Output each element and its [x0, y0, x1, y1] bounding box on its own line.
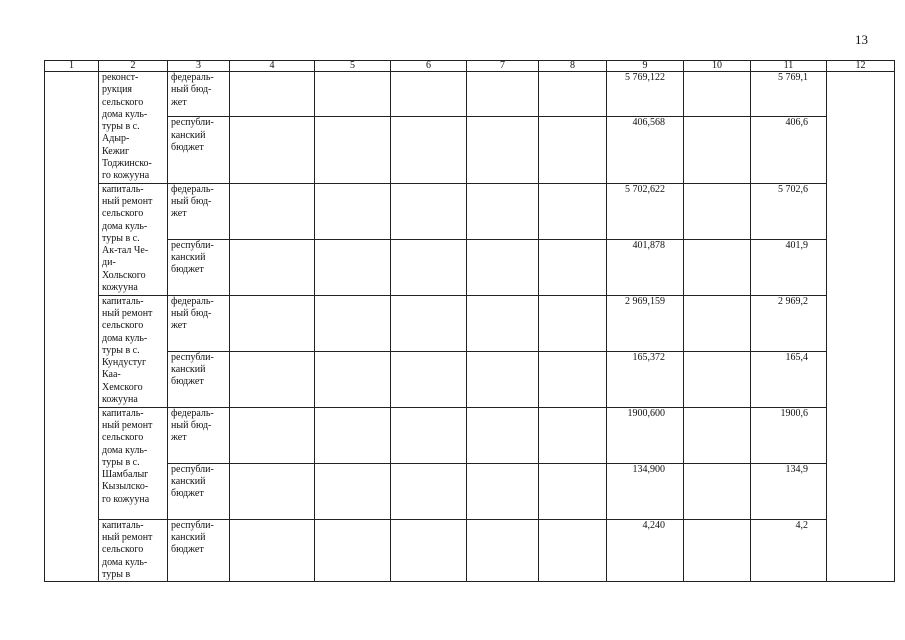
cell-col11-value: 134,9 — [751, 463, 827, 519]
cell-col1 — [45, 72, 99, 582]
cell-col10 — [684, 519, 751, 581]
cell-funding-source: республи- канский бюджет — [168, 351, 230, 407]
cell-col11-value: 406,6 — [751, 117, 827, 183]
cell-col4 — [230, 183, 315, 239]
col-header: 8 — [539, 61, 607, 72]
budget-table — [44, 60, 895, 582]
cell-col4 — [230, 117, 315, 183]
col-header: 6 — [391, 61, 467, 72]
cell-col6 — [391, 519, 467, 581]
cell-col8 — [539, 183, 607, 239]
cell-col12 — [827, 72, 895, 582]
cell-col9-value: 165,372 — [607, 351, 684, 407]
cell-funding-source: республи- канский бюджет — [168, 239, 230, 295]
cell-col10 — [684, 295, 751, 351]
cell-col10 — [684, 72, 751, 117]
cell-col11-value: 5 702,6 — [751, 183, 827, 239]
cell-col10 — [684, 463, 751, 519]
table-row — [45, 351, 895, 407]
cell-funding-source: федераль- ный бюд- жет — [168, 407, 230, 463]
cell-col7 — [467, 72, 539, 117]
cell-col9-value: 4,240 — [607, 519, 684, 581]
cell-funding-source: республи- канский бюджет — [168, 117, 230, 183]
cell-col5 — [315, 407, 391, 463]
cell-col11-value: 4,2 — [751, 519, 827, 581]
cell-col9-value: 5 702,622 — [607, 183, 684, 239]
cell-col11-value: 165,4 — [751, 351, 827, 407]
cell-object-name: капиталь- ный ремонт сельского дома куль- туры в с. Кундустуг Каа- Хемского кожууна — [99, 295, 168, 407]
cell-object-name: капиталь- ный ремонт сельского дома куль- туры в с. Шамбалыг Кызылско- го кожууна — [99, 407, 168, 519]
cell-col10 — [684, 407, 751, 463]
cell-col7 — [467, 183, 539, 239]
col-header: 11 — [751, 61, 827, 72]
table-row — [45, 117, 895, 183]
table-row — [45, 183, 895, 239]
cell-col6 — [391, 117, 467, 183]
cell-col7 — [467, 407, 539, 463]
cell-col5 — [315, 72, 391, 117]
cell-col7 — [467, 351, 539, 407]
col-header: 7 — [467, 61, 539, 72]
cell-col4 — [230, 295, 315, 351]
cell-col4 — [230, 407, 315, 463]
cell-col5 — [315, 519, 391, 581]
cell-object-name: капиталь- ный ремонт сельского дома куль- туры в с. Ак-тал Че- ди- Хольского кожууна — [99, 183, 168, 295]
table-row — [45, 463, 895, 519]
cell-funding-source: федераль- ный бюд- жет — [168, 183, 230, 239]
cell-col4 — [230, 463, 315, 519]
col-header: 10 — [684, 61, 751, 72]
cell-col9-value: 406,568 — [607, 117, 684, 183]
cell-col10 — [684, 117, 751, 183]
cell-funding-source: республи- канский бюджет — [168, 463, 230, 519]
cell-object-name: капиталь- ный ремонт сельского дома куль- туры в — [99, 519, 168, 581]
cell-col4 — [230, 239, 315, 295]
cell-col5 — [315, 351, 391, 407]
cell-col5 — [315, 117, 391, 183]
table-row — [45, 407, 895, 463]
col-header: 4 — [230, 61, 315, 72]
cell-col7 — [467, 295, 539, 351]
cell-col10 — [684, 239, 751, 295]
cell-col6 — [391, 295, 467, 351]
page-number: 13 — [855, 32, 868, 47]
cell-col5 — [315, 239, 391, 295]
cell-col5 — [315, 295, 391, 351]
cell-col9-value: 1900,600 — [607, 407, 684, 463]
cell-col8 — [539, 239, 607, 295]
cell-col8 — [539, 295, 607, 351]
cell-col11-value: 1900,6 — [751, 407, 827, 463]
cell-col10 — [684, 351, 751, 407]
cell-col5 — [315, 183, 391, 239]
table-row — [45, 239, 895, 295]
cell-col9-value: 2 969,159 — [607, 295, 684, 351]
cell-funding-source: республи- канский бюджет — [168, 519, 230, 581]
cell-col7 — [467, 239, 539, 295]
cell-col7 — [467, 117, 539, 183]
cell-col9-value: 401,878 — [607, 239, 684, 295]
cell-object-name: реконст- рукция сельского дома куль- туры в с. Адыр- Кежиг Тоджинско- го кожууна — [99, 72, 168, 184]
cell-col4 — [230, 72, 315, 117]
cell-col8 — [539, 117, 607, 183]
cell-col8 — [539, 72, 607, 117]
cell-col6 — [391, 463, 467, 519]
cell-col11-value: 401,9 — [751, 239, 827, 295]
cell-col9-value: 134,900 — [607, 463, 684, 519]
cell-col11-value: 2 969,2 — [751, 295, 827, 351]
cell-col7 — [467, 519, 539, 581]
table-body — [45, 72, 895, 582]
cell-col8 — [539, 519, 607, 581]
cell-col9-value: 5 769,122 — [607, 72, 684, 117]
cell-col4 — [230, 351, 315, 407]
cell-col4 — [230, 519, 315, 581]
cell-col6 — [391, 183, 467, 239]
cell-col6 — [391, 407, 467, 463]
header-row — [45, 61, 895, 72]
col-header: 3 — [168, 61, 230, 72]
cell-col6 — [391, 351, 467, 407]
table-row — [45, 519, 895, 581]
table-row — [45, 295, 895, 351]
cell-col8 — [539, 463, 607, 519]
cell-col5 — [315, 463, 391, 519]
cell-col8 — [539, 351, 607, 407]
cell-col7 — [467, 463, 539, 519]
col-header: 12 — [827, 61, 895, 72]
cell-funding-source: федераль- ный бюд- жет — [168, 295, 230, 351]
cell-col6 — [391, 239, 467, 295]
cell-col6 — [391, 72, 467, 117]
col-header: 5 — [315, 61, 391, 72]
cell-funding-source: федераль- ный бюд- жет — [168, 72, 230, 117]
col-header: 2 — [99, 61, 168, 72]
table-row — [45, 72, 895, 117]
col-header: 9 — [607, 61, 684, 72]
cell-col11-value: 5 769,1 — [751, 72, 827, 117]
cell-col10 — [684, 183, 751, 239]
cell-col8 — [539, 407, 607, 463]
col-header: 1 — [45, 61, 99, 72]
